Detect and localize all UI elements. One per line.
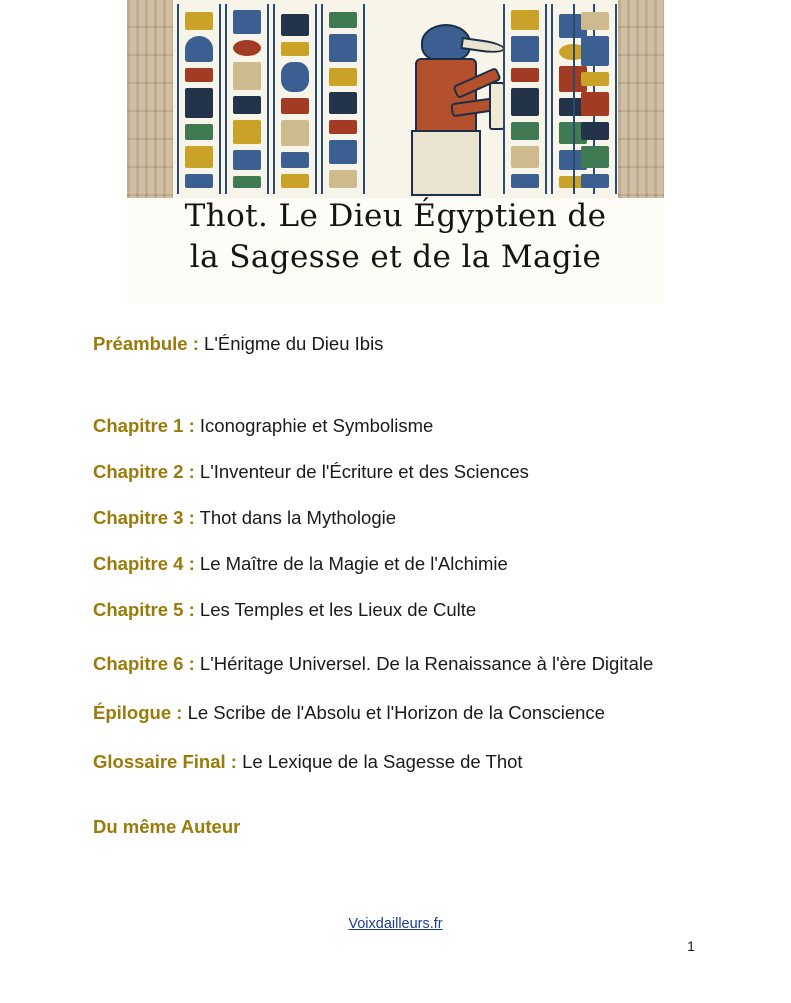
hieroglyph-column [573, 4, 617, 194]
cover-illustration [127, 0, 664, 198]
toc-entry-chapitre-5[interactable] [93, 596, 693, 624]
toc-label-chapitre-5: Chapitre 5 : [93, 599, 195, 620]
toc-label-chapitre-2: Chapitre 2 : [93, 461, 195, 482]
toc-label-preambule: Préambule : [93, 333, 199, 354]
toc-entry-chapitre-1[interactable] [93, 412, 693, 440]
thoth-figure-icon [395, 24, 499, 194]
toc-label-chapitre-6: Chapitre 6 : [93, 653, 195, 674]
page-number: 1 [687, 938, 695, 954]
toc-text-preambule: L'Énigme du Dieu Ibis [204, 333, 384, 354]
table-of-contents [93, 330, 693, 838]
toc-label-chapitre-4: Chapitre 4 : [93, 553, 195, 574]
toc-text-chapitre-6: L'Héritage Universel. De la Renaissance à l'ère Digitale [199, 653, 654, 674]
toc-entry-chapitre-3[interactable] [93, 504, 693, 532]
hieroglyph-column [273, 4, 317, 194]
cover-title-line2: la Sagesse et de la Magie [189, 239, 602, 275]
footer-website-link[interactable]: Voixdailleurs.fr [348, 916, 443, 932]
toc-entry-epilogue[interactable] [93, 699, 693, 727]
toc-entry-chapitre-2[interactable] [93, 458, 693, 486]
book-cover [127, 0, 664, 303]
toc-label-chapitre-1: Chapitre 1 : [93, 415, 195, 436]
hieroglyph-column [321, 4, 365, 194]
hieroglyph-field [173, 0, 618, 198]
toc-entry-chapitre-4[interactable] [93, 550, 693, 578]
toc-entry-chapitre-6[interactable] [93, 650, 693, 678]
hieroglyph-column [177, 4, 221, 194]
toc-text-chapitre-3: Thot dans la Mythologie [199, 507, 397, 528]
stone-pillar-right-icon [618, 0, 664, 198]
hieroglyph-column [225, 4, 269, 194]
toc-text-chapitre-4: Le Maître de la Magie et de l'Alchimie [199, 553, 508, 574]
toc-text-chapitre-1: Iconographie et Symbolisme [199, 415, 434, 436]
toc-entry-glossaire[interactable] [93, 748, 693, 776]
stone-pillar-left-icon [127, 0, 173, 198]
toc-spacer [93, 358, 693, 412]
toc-label-epilogue: Épilogue : [93, 702, 183, 723]
toc-text-chapitre-2: L'Inventeur de l'Écriture et des Sciences [199, 461, 529, 482]
toc-text-glossaire: Le Lexique de la Sagesse de Thot [242, 751, 523, 772]
toc-entry-preambule[interactable] [93, 330, 693, 358]
toc-text-epilogue: Le Scribe de l'Absolu et l'Horizon de la Conscience [187, 702, 605, 723]
toc-text-chapitre-5: Les Temples et les Lieux de Culte [199, 599, 477, 620]
hieroglyph-column [503, 4, 547, 194]
cover-title-line1: Thot. Le Dieu Égyptien de [184, 198, 607, 234]
section-heading-du-meme-auteur: Du même Auteur [93, 816, 241, 837]
toc-label-glossaire: Glossaire Final : [93, 751, 237, 772]
cover-title [127, 196, 664, 278]
toc-label-chapitre-3: Chapitre 3 : [93, 507, 195, 528]
